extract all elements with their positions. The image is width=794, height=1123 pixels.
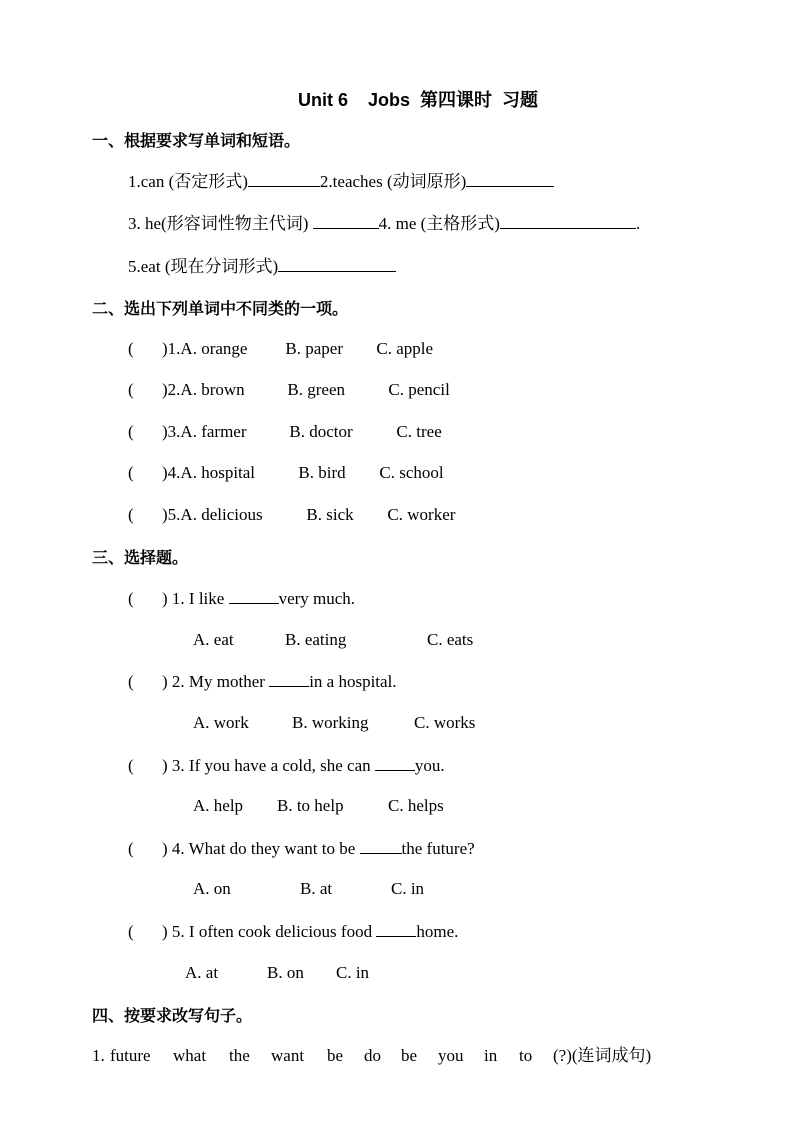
question-text: ) 4. What do they want to be [162,839,360,858]
question-number: )4. [162,463,181,482]
paren-open[interactable]: ( [128,339,134,358]
section-3-heading: 三、选择题。 [92,548,189,567]
answer-blank[interactable] [278,256,396,272]
option-b: B. paper [285,339,344,358]
question-number: 1. [92,1046,105,1065]
scrambled-word: want [271,1046,305,1065]
option-c: C. school [379,463,444,482]
option-c: C. works [414,713,476,732]
option-a: A. orange [180,339,248,358]
question-instruction: (?)(连词成句) [553,1046,652,1065]
answer-blank[interactable] [269,671,309,687]
option-b: B. sick [306,505,354,524]
question-text: ) 3. If you have a cold, she can [162,756,375,775]
option-a: A. help [193,796,244,815]
scrambled-word: be [401,1046,418,1065]
s2-question-5 [128,505,455,525]
option-a: A. on [193,879,231,898]
scrambled-word: in [484,1046,498,1065]
page-title: Unit 6 Jobs 第四课时 习题 [297,90,539,110]
option-a: A. work [193,713,249,732]
question-text: ) 5. I often cook delicious food [162,922,377,941]
s1-line-3 [128,256,396,277]
option-a: A. hospital [180,463,256,482]
paren-open[interactable]: ( [128,505,134,524]
option-b: B. green [287,380,346,399]
s1-item-3: 3. he(形容词性物主代词) [128,214,313,233]
option-c: C. helps [388,796,444,815]
option-c: C. worker [387,505,456,524]
option-c: C. in [336,963,370,982]
option-a: A. brown [180,380,245,399]
option-c: C. in [391,879,425,898]
paren-open[interactable]: ( [128,922,134,941]
s3-question-3 [128,755,445,776]
s4-question-1 [92,1046,651,1066]
answer-blank[interactable] [466,171,554,187]
answer-blank[interactable] [229,588,279,604]
s3-options-5 [185,963,369,983]
s2-question-4 [128,463,444,483]
answer-blank[interactable] [500,213,636,229]
option-b: B. eating [285,630,347,649]
section-1-heading: 一、根据要求写单词和短语。 [92,131,301,150]
s3-question-5 [128,921,458,942]
option-a: A. eat [193,630,234,649]
option-c: C. pencil [388,380,450,399]
paren-open[interactable]: ( [128,380,134,399]
scrambled-word: do [364,1046,381,1065]
paren-open[interactable]: ( [128,672,134,691]
answer-blank[interactable] [375,755,415,771]
s1-item-1: 1.can (否定形式) [128,172,248,191]
s3-options-3 [193,796,444,816]
option-c: C. apple [376,339,434,358]
s1-item-5: 5.eat (现在分词形式) [128,257,279,276]
option-a: A. at [185,963,219,982]
option-b: B. working [292,713,369,732]
s3-options-1 [193,630,473,650]
question-number: )3. [162,422,181,441]
answer-blank[interactable] [376,921,416,937]
s2-question-3 [128,422,442,442]
scrambled-word: what [173,1046,207,1065]
option-a: A. farmer [180,422,247,441]
paren-open[interactable]: ( [128,756,134,775]
question-number: )5. [162,505,181,524]
section-2-heading: 二、选出下列单词中不同类的一项。 [92,299,349,318]
scrambled-word: future [110,1046,151,1065]
section-4-heading: 四、按要求改写句子。 [92,1006,253,1025]
question-text-end: in a hospital. [309,672,397,691]
option-b: B. to help [277,796,344,815]
s1-line-end: . [635,214,641,233]
option-b: B. at [300,879,333,898]
question-number: )1. [162,339,181,358]
s1-line-2 [128,213,640,234]
question-text: ) 2. My mother [162,672,270,691]
answer-blank[interactable] [313,213,379,229]
s3-options-4 [193,879,424,899]
option-b: B. bird [298,463,346,482]
s1-item-4: 4. me (主格形式) [378,214,500,233]
s3-question-1 [128,588,355,609]
question-text-end: home. [416,922,459,941]
scrambled-word: you [438,1046,464,1065]
scrambled-word: the [229,1046,250,1065]
answer-blank[interactable] [360,838,402,854]
s2-question-2 [128,380,450,400]
paren-open[interactable]: ( [128,589,134,608]
paren-open[interactable]: ( [128,839,134,858]
question-text-end: the future? [401,839,475,858]
answer-blank[interactable] [248,171,320,187]
scrambled-word: be [327,1046,344,1065]
option-b: B. on [267,963,304,982]
paren-open[interactable]: ( [128,463,134,482]
question-number: )2. [162,380,181,399]
s3-question-4 [128,838,475,859]
paren-open[interactable]: ( [128,422,134,441]
question-text-end: very much. [278,589,356,608]
s1-item-2: 2.teaches (动词原形) [319,172,467,191]
s3-options-2 [193,713,475,733]
s2-question-1 [128,339,433,359]
s3-question-2 [128,671,397,692]
option-b: B. doctor [289,422,353,441]
option-c: C. eats [427,630,474,649]
option-a: A. delicious [180,505,263,524]
question-text: ) 1. I like [162,589,229,608]
question-text-end: you. [414,756,445,775]
option-c: C. tree [396,422,442,441]
scrambled-word: to [519,1046,533,1065]
s1-line-1 [128,171,554,192]
